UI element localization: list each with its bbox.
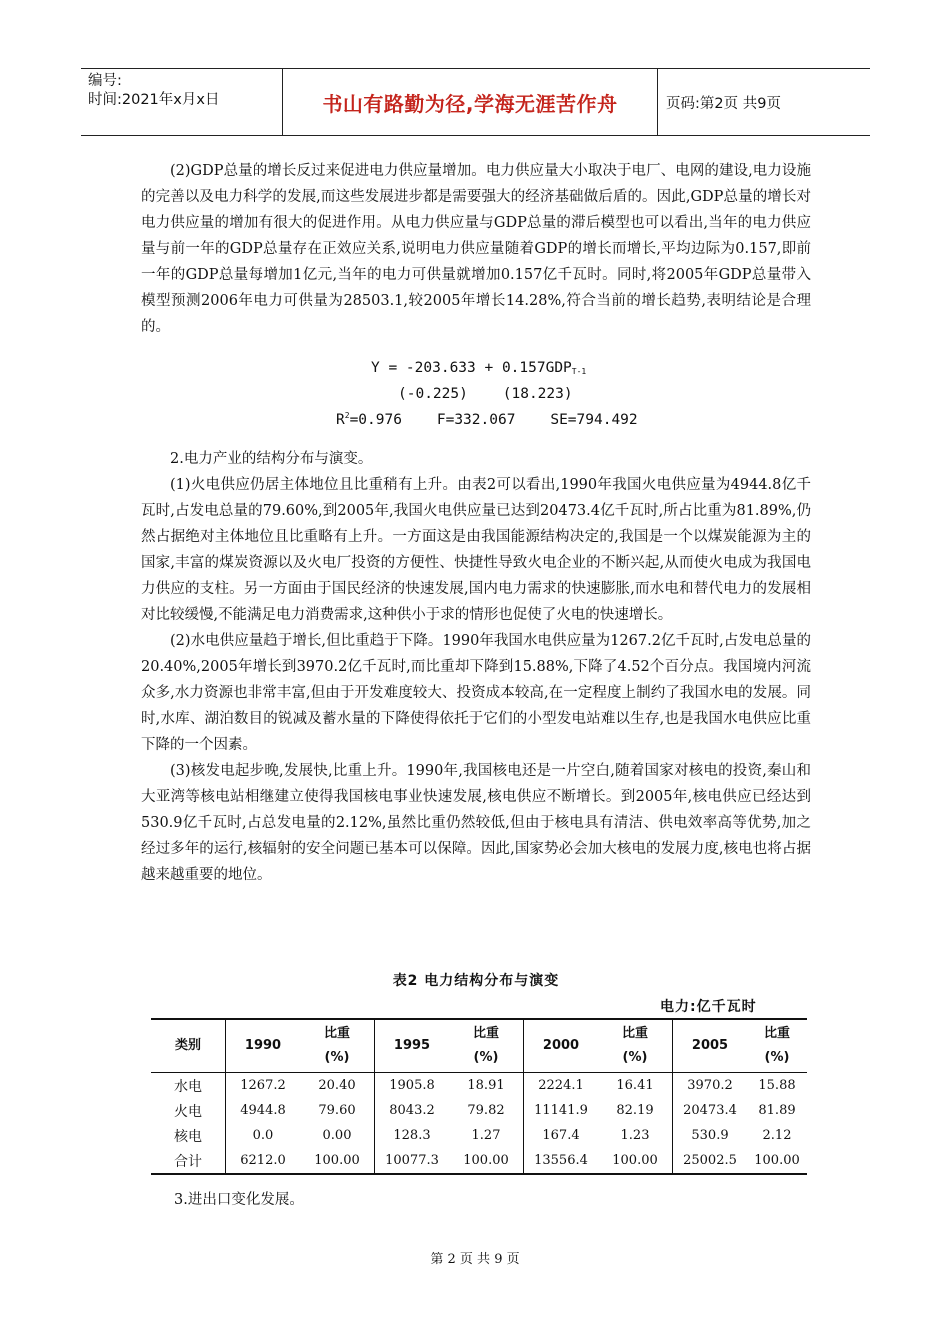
table-cell: 8043.2 (375, 1098, 450, 1123)
document-time-label: 时间:2021年x月x日 (88, 92, 220, 108)
table-cell: 1905.8 (375, 1073, 450, 1099)
header-share-1990: 比重 (%) (323, 1026, 350, 1065)
table-cell: 81.89 (758, 1103, 796, 1118)
row-category: 核电 (174, 1128, 202, 1145)
table-row (151, 1073, 807, 1099)
header-motto: 书山有路勤为径,学海无涯苦作舟 (283, 69, 658, 135)
header-share-2000: 比重 (%) (621, 1026, 648, 1065)
equation-main: Y = -203.633 + 0.157GDP (371, 360, 572, 376)
table-cell: 128.3 (375, 1123, 450, 1148)
table-cell: 0.0 (226, 1123, 301, 1148)
table-cell: 3970.2 (673, 1073, 748, 1099)
table-cell: 167.4 (524, 1123, 599, 1148)
header-share-2005: 比重 (%) (763, 1026, 790, 1065)
table-cell: 0.00 (322, 1128, 352, 1143)
equation-line-1 (371, 360, 586, 376)
table-cell: 20.40 (318, 1078, 356, 1093)
table-cell: 100.00 (463, 1153, 509, 1168)
header-1990: 1990 (226, 1019, 301, 1073)
power-structure-table (151, 1018, 807, 1175)
page-footer: 第 2 页 共 9 页 (430, 1252, 520, 1267)
table-cell: 1267.2 (226, 1073, 301, 1099)
section-3-title: 3.进出口变化发展。 (174, 1192, 304, 1208)
table-cell: 18.91 (467, 1078, 505, 1093)
paragraph-nuclear: (3)核发电起步晚,发展快,比重上升。1990年,我国核电还是一片空白,随着国家对核电的投资,秦山和大亚湾等核电站相继建立使得我国核电事业快速发展,核电供应不断增长。到2005年,核电供应已经达到530.9亿千瓦时,占总发电量的2.12%,虽然比重仍然较低,但由于核电具有清洁、供电效率高等优势,加之经过多年的运行,核辐射的安全问题已基本可以保障。因此,国家势必会加大核电的发展力度,核电也将占据越来越重要的地位。 (141, 763, 811, 883)
table-cell: 79.82 (467, 1103, 505, 1118)
table-cell: 100.00 (314, 1153, 360, 1168)
table-row (151, 1098, 807, 1123)
table-cell: 4944.8 (226, 1098, 301, 1123)
equation-subscript: T-1 (571, 367, 587, 376)
table-cell: 1.27 (471, 1128, 501, 1143)
table-cell: 20473.4 (673, 1098, 748, 1123)
table-cell: 79.60 (318, 1103, 356, 1118)
paragraph-gdp: (2)GDP总量的增长反过来促进电力供应量增加。电力供应量大小取决于电厂、电网的建设,电力设施的完善以及电力科学的发展,而这些发展进步都是需要强大的经济基础做后盾的。因此,GDP总量的增长对电力供应量的增加有很大的促进作用。从电力供应量与GDP总量的滞后模型也可以看出,当年的电力供应量与前一年的GDP总量存在正效应关系,说明电力供应量随着GDP的增长而增长,平均边际为0.157,即前一年的GDP总量每增加1亿元,当年的电力可供量就增加0.157亿千瓦时。同时,将2005年GDP总量带入模型预测2006年电力可供量为28503.1,较2005年增长14.28%,符合当前的增长趋势,表明结论是合理的。 (141, 163, 811, 335)
header-category: 类别 (174, 1038, 201, 1053)
paragraph-thermal: (1)火电供应仍居主体地位且比重稍有上升。由表2可以看出,1990年我国火电供应量为4944.8亿千瓦时,占发电总量的79.60%,到2005年,我国火电供应量已达到20473.4亿千瓦时,所占比重为81.89%,仍然占据绝对主体地位且比重略有上升。一方面这是由我国能源结构决定的,我国是一个以煤炭能源为主的国家,丰富的煤炭资源以及火电厂投资的方便性、快捷性导致火电企业的不断兴起,从而使火电成为我国电力供应的支柱。另一方面由于国民经济的快速发展,国内电力需求的快速膨胀,而水电和替代电力的发展相对比较缓慢,不能满足电力消费需求,这种供小于求的情形也促使了火电的快速增长。 (141, 477, 811, 623)
table-cell: 2224.1 (524, 1073, 599, 1099)
row-category: 合计 (174, 1153, 202, 1170)
header-page-label: 页码:第2页 共9页 (666, 95, 781, 112)
header-1995: 1995 (375, 1019, 450, 1073)
page-header (81, 68, 870, 136)
paragraph-hydro: (2)水电供应量趋于增长,但比重趋于下降。1990年我国水电供应量为1267.2亿千瓦时,占发电总量的20.40%,2005年增长到3970.2亿千瓦时,而比重却下降到15.88%,下降了4.52个百分点。我国境内河流众多,水力资源也非常丰富,但由于开发难度较大、投资成本较高,在一定程度上制约了我国水电的发展。同时,水库、湖泊数目的锐减及蓄水量的下降使得依托于它们的小型发电站难以生存,也是我国水电供应比重下降的一个因素。 (141, 633, 811, 753)
row-category: 水电 (174, 1078, 202, 1095)
header-meta (81, 69, 283, 135)
table-cell: 530.9 (673, 1123, 748, 1148)
table-cell: 13556.4 (524, 1148, 599, 1174)
table-row (151, 1123, 807, 1148)
table-row (151, 1148, 807, 1174)
table-cell: 11141.9 (524, 1098, 599, 1123)
table-cell: 82.19 (616, 1103, 654, 1118)
table-cell: 25002.5 (673, 1148, 748, 1174)
table-header-row (151, 1019, 807, 1073)
table-cell: 16.41 (616, 1078, 654, 1093)
table-cell: 6212.0 (226, 1148, 301, 1174)
equation-line-3 (336, 411, 638, 428)
header-share-1995: 比重 (%) (472, 1026, 499, 1065)
table-cell: 1.23 (620, 1128, 650, 1143)
equation-r-superscript: 2 (344, 411, 350, 420)
table-cell: 10077.3 (375, 1148, 450, 1174)
paragraph-gdp-block (141, 158, 811, 340)
table-cell: 15.88 (758, 1078, 796, 1093)
table-cell: 2.12 (762, 1128, 792, 1143)
document-number-label: 编号: (88, 73, 122, 89)
table-caption: 表2 电力结构分布与演变 (392, 973, 560, 989)
header-2000: 2000 (524, 1019, 599, 1073)
section-2-block (141, 446, 811, 888)
section-2-title: 2.电力产业的结构分布与演变。 (170, 451, 373, 467)
equation-line-2: (-0.225) (18.223) (398, 386, 573, 402)
table-unit: 电力:亿千瓦时 (660, 999, 757, 1015)
table-cell: 100.00 (754, 1153, 800, 1168)
equation-r-label: R (336, 412, 345, 428)
equation-stats: =0.976 F=332.067 SE=794.492 (349, 412, 638, 428)
table-cell: 100.00 (612, 1153, 658, 1168)
header-2005: 2005 (673, 1019, 748, 1073)
row-category: 火电 (174, 1103, 202, 1120)
